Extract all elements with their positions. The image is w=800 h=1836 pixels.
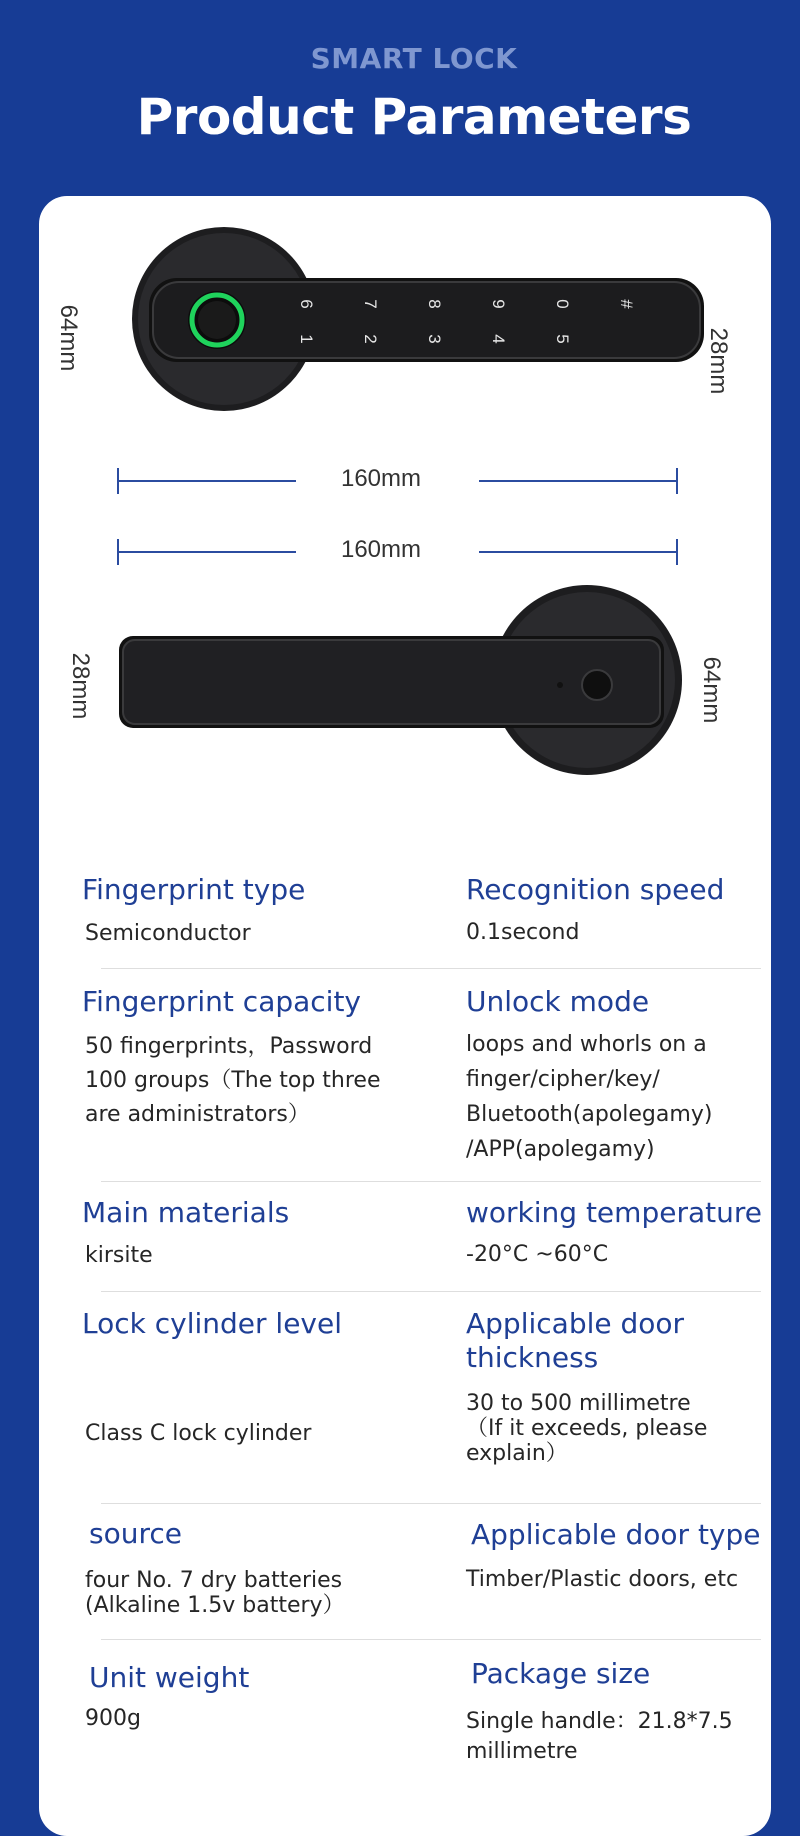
param-label-door-type: Applicable door type (471, 1518, 761, 1551)
param-value-door-thickness-line-2: （If it exceeds, please (466, 1416, 708, 1441)
param-value-package-size-line-1: Single handle：21.8*7.5 (466, 1709, 733, 1734)
param-value-main-materials: kirsite (85, 1243, 153, 1268)
param-value-unlock-mode-line-3: Bluetooth(apolegamy) (466, 1102, 713, 1127)
section-eyebrow: SMART LOCK (310, 42, 518, 75)
bottom-height-label: 64mm (698, 656, 725, 724)
param-label-main-materials: Main materials (82, 1196, 290, 1229)
param-label-recognition-speed: Recognition speed (466, 873, 725, 906)
keypad-key-hash: # (617, 299, 636, 309)
keypad-key-0: 0 (553, 299, 572, 309)
keypad-key-8: 8 (425, 299, 444, 309)
param-value-lock-cylinder-level: Class C lock cylinder (85, 1421, 312, 1446)
param-label-door-thickness-line-2: thickness (466, 1341, 599, 1374)
param-value-unlock-mode-line-2: finger/cipher/key/ (466, 1067, 660, 1092)
keypad-key-2: 2 (361, 334, 380, 344)
param-label-fingerprint-capacity: Fingerprint capacity (82, 985, 362, 1018)
lock-bottom-illustration (119, 585, 682, 775)
keypad-key-1: 1 (297, 334, 316, 344)
row-divider (101, 968, 761, 969)
param-value-fingerprint-capacity-line-2: 100 groups（The top three (85, 1068, 381, 1093)
param-value-fingerprint-type: Semiconductor (85, 921, 251, 946)
param-value-recognition-speed: 0.1second (466, 920, 580, 945)
param-label-fingerprint-type: Fingerprint type (82, 873, 306, 906)
row-divider (101, 1503, 761, 1504)
param-label-working-temperature: working temperature (466, 1196, 762, 1229)
row-divider (101, 1291, 761, 1292)
param-value-source-line-1: four No. 7 dry batteries (85, 1568, 343, 1593)
param-value-fingerprint-capacity-line-1: 50 fingerprints，Password (85, 1034, 373, 1059)
param-value-door-type: Timber/Plastic doors, etc (466, 1567, 739, 1592)
keypad-key-5: 5 (553, 334, 572, 344)
bottom-handle-label: 28mm (67, 652, 94, 720)
param-label-source: source (89, 1517, 182, 1550)
param-value-door-thickness-line-1: 30 to 500 millimetre (466, 1391, 691, 1416)
param-value-door-thickness-line-3: explain） (466, 1441, 568, 1466)
param-value-source-line-2: (Alkaline 1.5v battery） (85, 1593, 345, 1618)
keypad-key-7: 7 (361, 299, 380, 309)
parameters-card (39, 196, 771, 1836)
param-label-package-size: Package size (471, 1657, 651, 1690)
top-length-label: 160mm (340, 465, 422, 492)
top-height-label: 64mm (55, 304, 82, 372)
lock-diagram (39, 196, 771, 836)
keypad-key-4: 4 (489, 334, 508, 344)
keypad-key-6: 6 (297, 299, 316, 309)
param-label-lock-cylinder-level: Lock cylinder level (82, 1307, 343, 1340)
param-value-package-size-line-2: millimetre (466, 1739, 578, 1764)
bottom-length-label: 160mm (340, 536, 422, 563)
param-label-unit-weight: Unit weight (89, 1661, 250, 1694)
keypad-key-3: 3 (425, 334, 444, 344)
param-value-fingerprint-capacity-line-3: are administrators） (85, 1102, 310, 1127)
row-divider (101, 1639, 761, 1640)
param-label-unlock-mode: Unlock mode (466, 985, 650, 1018)
keypad-key-9: 9 (489, 299, 508, 309)
param-value-unit-weight: 900g (85, 1706, 141, 1731)
top-handle-label: 28mm (705, 327, 732, 395)
page-title: Product Parameters (136, 88, 692, 146)
lock-top-illustration (132, 227, 704, 411)
row-divider (101, 1181, 761, 1182)
param-value-working-temperature: -20°C ~60°C (466, 1242, 609, 1267)
param-label-door-thickness-line-1: Applicable door (466, 1307, 685, 1340)
param-value-unlock-mode-line-1: loops and whorls on a (466, 1032, 707, 1057)
param-value-unlock-mode-line-4: /APP(apolegamy) (466, 1137, 655, 1162)
